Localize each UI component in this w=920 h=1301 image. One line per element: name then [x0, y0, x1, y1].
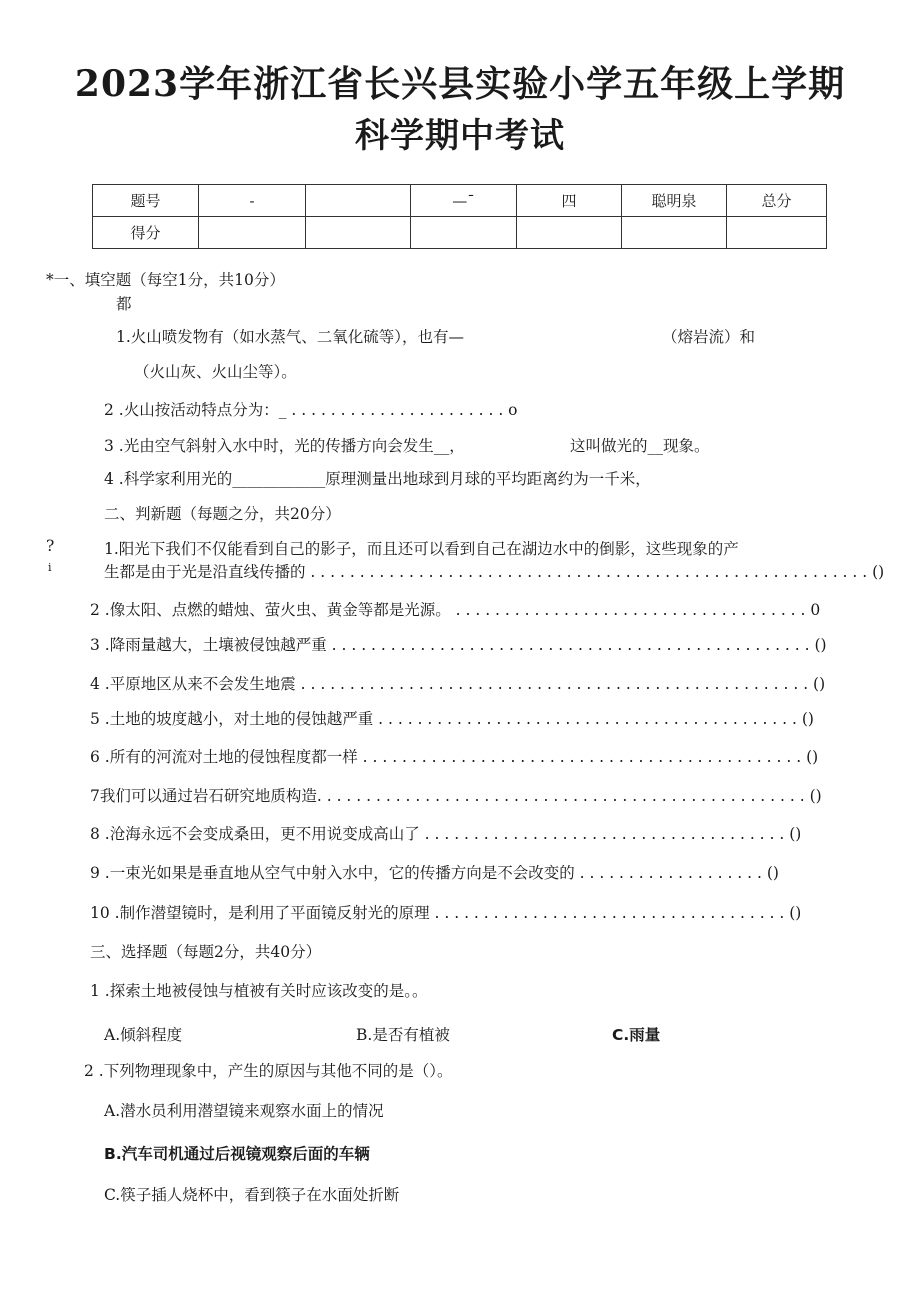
judge-item: 9 .一束光如果是垂直地从空气中射入水中，它的传播方向是不会改变的 . . . . . . . . . . . . . . . . . . . () — [90, 864, 779, 882]
section2-heading: 二、判新题（每题之分，共20分） — [104, 505, 341, 523]
score-table — [92, 184, 827, 249]
judge-q1-line2: 生都是由于光是沿直线传播的 . . . . . . . . . . . . . . . . . . . . . . . . . . . . . . . . . . . . . . . . . . . . . . . . . . . . . . . . . () — [104, 563, 885, 581]
fill-q2: 2 .火山按活动特点分为：_ . . . . . . . . . . . . . . . . . . . . . . o — [104, 401, 518, 419]
choice-q2-option-c: C.筷子插人烧杯中，看到筷子在水面处折断 — [104, 1186, 400, 1204]
score-cell[interactable] — [517, 217, 622, 249]
score-header-cell: 题号 — [93, 185, 199, 217]
score-header-cell — [306, 185, 411, 217]
choice-q2-option-a: A.潜水员利用潜望镜来观察水面上的情况 — [104, 1102, 384, 1120]
score-table-header-row — [93, 185, 827, 217]
score-cell[interactable] — [306, 217, 411, 249]
margin-mark: ? — [46, 537, 55, 555]
margin-mark: i — [48, 561, 52, 574]
score-row-label: 得分 — [93, 217, 199, 249]
score-header-cell: —ˉ — [411, 185, 517, 217]
fill-q1-part2: （熔岩流）和 — [662, 328, 756, 346]
fill-q4: 4 .科学家利用光的____________原理测量出地球到月球的平均距离约为一千米， — [104, 470, 651, 488]
judge-item: 5 .土地的坡度越小，对土地的侵蚀越严重 . . . . . . . . . . . . . . . . . . . . . . . . . . . . . . . . . . . . . . . . . . . () — [90, 710, 814, 728]
score-header-cell: 聪明泉 — [622, 185, 727, 217]
score-cell[interactable] — [622, 217, 727, 249]
judge-item: 3 .降雨量越大，土壤被侵蚀越严重 . . . . . . . . . . . . . . . . . . . . . . . . . . . . . . . . . . . . . . . . . . . . . . . . . () — [90, 636, 827, 654]
judge-item: 6 .所有的河流对土地的侵蚀程度都一样 . . . . . . . . . . . . . . . . . . . . . . . . . . . . . . . . . . . . . . . . . . . . . () — [90, 748, 819, 766]
judge-item: 4 .平原地区从来不会发生地震 . . . . . . . . . . . . . . . . . . . . . . . . . . . . . . . . . . . . . . . . . . . . . . . . . . . . () — [90, 675, 826, 693]
score-header-cell: - — [199, 185, 306, 217]
score-header-cell: 总分 — [727, 185, 827, 217]
score-cell[interactable] — [411, 217, 517, 249]
score-header-cell: 四 — [517, 185, 622, 217]
fill-q3-part1: 3 .光由空气斜射入水中时，光的传播方向会发生__， — [104, 437, 465, 455]
section3-heading: 三、选择题（每题2分，共40分） — [90, 943, 322, 961]
score-cell[interactable] — [727, 217, 827, 249]
exam-title-line1: 2023学年浙江省长兴县实验小学五年级上学期 — [74, 63, 846, 105]
section1-heading: *一、填空题（每空1分，共10分） — [46, 271, 285, 289]
choice-q1-option-c: C.雨量 — [612, 1026, 661, 1044]
judge-q1-line1: 1.阳光下我们不仅能看到自己的影子，而且还可以看到自己在湖边水中的倒影，这些现象的产 — [104, 540, 739, 558]
fill-q3-part2: 这叫做光的__现象。 — [570, 437, 710, 455]
judge-item: 7我们可以通过岩石研究地质构造. . . . . . . . . . . . . . . . . . . . . . . . . . . . . . . . . . . . . . . . . . . . . . . . . . () — [90, 787, 822, 805]
choice-q1-option-b: B.是否有植被 — [356, 1026, 450, 1044]
choice-q1: 1 .探索土地被侵蚀与植被有关时应该改变的是。。 — [90, 982, 428, 1000]
choice-q2-option-b: B.汽车司机通过后视镜观察后面的车辆 — [104, 1145, 370, 1163]
fill-q1-part3: （火山灰、火山尘等）。 — [134, 363, 297, 381]
score-table-score-row — [93, 217, 827, 249]
score-cell[interactable] — [199, 217, 306, 249]
choice-q2: 2 .下列物理现象中，产生的原因与其他不同的是（）。 — [84, 1062, 453, 1080]
judge-item: 10 .制作潜望镜时，是利用了平面镜反射光的原理 . . . . . . . . . . . . . . . . . . . . . . . . . . . . . . . . . . . . () — [90, 904, 802, 922]
judge-item: 8 .沧海永远不会变成桑田，更不用说变成高山了 . . . . . . . . . . . . . . . . . . . . . . . . . . . . . . . . . . . . . () — [90, 825, 802, 843]
stray-character: 都 — [116, 295, 132, 313]
fill-q1-part1: 1.火山喷发物有（如水蒸气、二氧化硫等），也有— — [116, 328, 465, 346]
exam-title-line2: 科学期中考试 — [355, 116, 565, 156]
choice-q1-option-a: A.倾斜程度 — [104, 1026, 183, 1044]
judge-item: 2 .像太阳、点燃的蜡烛、萤火虫、黄金等都是光源。 . . . . . . . . . . . . . . . . . . . . . . . . . . . . . . . . . . . . 0 — [90, 601, 821, 619]
